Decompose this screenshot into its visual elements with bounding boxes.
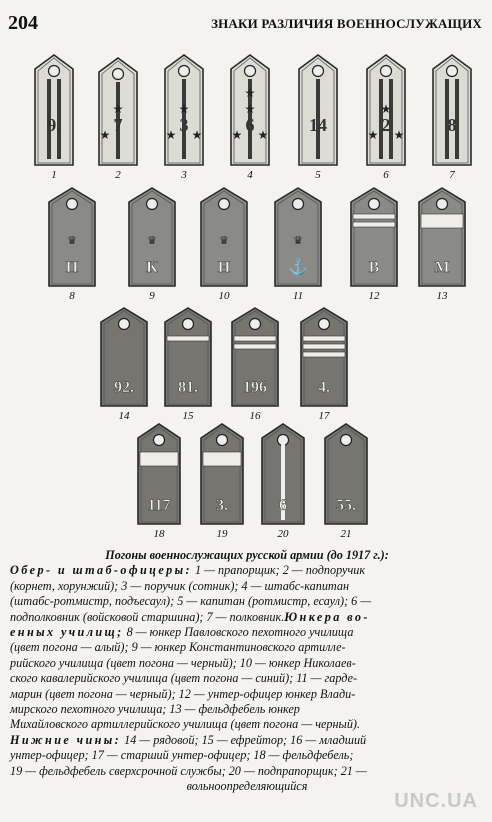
shoulder-strap-15 — [165, 308, 211, 422]
strap-number-label: 19 — [216, 528, 228, 540]
strap-cipher: 7 — [113, 115, 123, 135]
rank-bar — [203, 452, 241, 466]
caption-line — [10, 764, 484, 779]
caption-text: унтер-офицер; 17 — старший унтер-офицер; 18 — фельдфебель; — [10, 748, 354, 763]
caption-line — [10, 579, 484, 594]
button-icon — [447, 66, 458, 77]
button-icon — [293, 199, 304, 210]
star-icon: ★ — [178, 102, 190, 116]
strap-cipher: 4. — [318, 379, 330, 396]
shoulder-strap-1 — [35, 55, 73, 181]
shoulder-strap-19 — [201, 424, 243, 540]
rank-bar — [167, 336, 209, 341]
shoulder-strap-21 — [325, 424, 367, 540]
caption-section-heading: Юнкера во- — [284, 609, 370, 624]
button-icon — [437, 199, 448, 210]
shoulder-strap-9 — [129, 188, 175, 302]
button-icon — [313, 66, 324, 77]
caption-text: (штабс-ротмистр, подъесаул); 5 — капитан (ротмистр, есаул); 6 — — [10, 594, 372, 609]
shoulder-strap-17 — [301, 308, 347, 422]
caption-text: 1 — прапорщик; 2 — подпоручик — [191, 563, 366, 578]
shoulder-strap-6 — [367, 55, 405, 181]
strap-number-label: 20 — [277, 528, 289, 540]
caption-line — [10, 594, 484, 609]
caption-section-heading: енных училищ; — [10, 625, 124, 640]
strap-cipher: 117 — [147, 497, 171, 514]
star-icon: ★ — [112, 102, 124, 116]
shoulder-strap-12 — [351, 188, 397, 302]
strap-cipher: 14 — [309, 115, 327, 135]
caption-line — [10, 748, 484, 763]
rank-bar — [234, 336, 276, 341]
button-icon — [183, 319, 194, 330]
shoulder-strap-13 — [419, 188, 465, 302]
star-icon: ★ — [244, 86, 256, 100]
button-icon — [49, 66, 60, 77]
caption-text: рийского училища (цвет погона — черный); 10 — юнкер Николаев- — [10, 655, 356, 670]
star-icon: ★ — [367, 128, 379, 142]
page-number: 204 — [8, 12, 38, 34]
strap-number-label: 10 — [218, 290, 230, 302]
strap-cipher: 3. — [216, 497, 228, 514]
caption-line — [10, 625, 484, 640]
strap-cipher: М — [434, 259, 450, 276]
shoulder-strap-2 — [99, 58, 137, 181]
button-icon — [341, 435, 352, 446]
rank-bar — [353, 222, 395, 227]
button-icon — [369, 199, 380, 210]
caption-line — [10, 671, 484, 686]
shoulder-strap-14 — [101, 308, 147, 422]
strap-number-label: 18 — [153, 528, 165, 540]
shoulder-strap-8 — [49, 188, 95, 302]
strap-cipher: 6 — [279, 497, 287, 514]
strap-number-label: 2 — [115, 169, 121, 181]
crown-icon: ♛ — [293, 235, 303, 247]
rank-bar — [140, 452, 178, 466]
shoulder-strap-18 — [138, 424, 180, 540]
caption-text: Михайловского артиллерийского училища (цвет погона — черный). — [10, 717, 361, 732]
caption-text: марин (цвет погона — черный); 12 — унтер-офицер юнкер Влади- — [10, 686, 356, 701]
caption-text: подполковник (войсковой старшина); 7 — полковник. — [10, 609, 285, 624]
strap-number-label: 11 — [292, 290, 304, 302]
watermark: UNC.UA — [394, 790, 478, 812]
strap-number-label: 6 — [383, 169, 389, 181]
caption-line — [10, 702, 484, 717]
strap-number-label: 12 — [368, 290, 380, 302]
strap-cipher: 9. — [47, 115, 61, 135]
button-icon — [67, 199, 78, 210]
strap-cipher: 81. — [178, 379, 198, 396]
shoulder-strap-7 — [433, 55, 471, 181]
caption-text: 19 — фельдфебель сверхсрочной службы; 20 — подпрапорщик; 21 — — [10, 763, 367, 778]
button-icon — [154, 435, 165, 446]
strap-number-label: 15 — [182, 410, 194, 422]
strap-number-label: 9 — [149, 290, 155, 302]
figure-caption — [10, 548, 484, 795]
button-icon — [147, 199, 158, 210]
button-icon — [245, 66, 256, 77]
strap-cipher: 196 — [243, 379, 267, 396]
star-icon: ★ — [380, 102, 392, 116]
caption-text: 14 — рядовой; 15 — ефрейтор; 16 — младший — [121, 732, 367, 747]
star-icon: ★ — [231, 128, 243, 142]
strap-cipher: Н — [217, 259, 231, 276]
button-icon — [217, 435, 228, 446]
caption-text: мирского пехотного училища; 13 — фельдфебель юнкер — [10, 702, 300, 717]
caption-line — [10, 563, 484, 578]
button-icon — [219, 199, 230, 210]
button-icon — [113, 69, 124, 80]
button-icon — [119, 319, 130, 330]
crown-icon: ♛ — [219, 235, 229, 247]
star-icon: ★ — [393, 128, 405, 142]
shoulder-strap-4 — [231, 55, 269, 181]
star-icon: ★ — [244, 102, 256, 116]
strap-cipher: К — [146, 259, 158, 276]
rank-bar — [234, 344, 276, 349]
strap-number-label: 7 — [449, 169, 455, 181]
strap-cipher: ⚓ — [288, 259, 308, 276]
caption-line — [10, 733, 484, 748]
strap-number-label: 13 — [436, 290, 448, 302]
strap-number-label: 16 — [249, 410, 261, 422]
crown-icon: ♛ — [67, 235, 77, 247]
rank-bar — [303, 344, 345, 349]
strap-number-label: 3 — [181, 169, 187, 181]
strap-number-label: 4 — [247, 169, 253, 181]
shoulder-strap-5 — [299, 55, 337, 181]
strap-cipher: 3 — [179, 115, 189, 135]
caption-section-heading: Обер- и штаб-офицеры: — [10, 563, 192, 578]
strap-cipher: 55. — [336, 497, 356, 514]
rank-bar — [303, 352, 345, 357]
button-icon — [179, 66, 190, 77]
strap-number-label: 17 — [318, 410, 330, 422]
caption-body — [10, 563, 484, 779]
strap-cipher: В — [368, 259, 380, 276]
star-icon: ★ — [165, 128, 177, 142]
caption-line — [10, 610, 484, 625]
strap-number-label: 8 — [69, 290, 75, 302]
caption-line — [10, 640, 484, 655]
rank-bar — [353, 214, 395, 219]
caption-text: (цвет погона — алый); 9 — юнкер Константиновского артилле- — [10, 640, 346, 655]
caption-section-heading: Нижние чины: — [10, 732, 122, 747]
shoulder-strap-11 — [275, 188, 321, 302]
strap-cipher: П — [65, 259, 79, 276]
strap-number-label: 21 — [340, 528, 352, 540]
shoulder-strap-3 — [165, 55, 203, 181]
shoulder-strap-16 — [232, 308, 278, 422]
rank-bar — [421, 214, 463, 228]
caption-line — [10, 687, 484, 702]
caption-text: ского кавалерийского училища (цвет погона — синий); 11 — гарде- — [10, 671, 358, 686]
caption-text: (корнет, хорунжий); 3 — поручик (сотник); 4 — штабс-капитан — [10, 578, 349, 593]
button-icon — [319, 319, 330, 330]
caption-title: Погоны военнослужащих русской армии (до 1917 г.): — [105, 548, 389, 562]
running-title: ЗНАКИ РАЗЛИЧИЯ ВОЕННОСЛУЖАЩИХ — [211, 16, 482, 31]
shoulder-strap-20 — [262, 424, 304, 540]
crown-icon: ♛ — [147, 235, 157, 247]
star-icon: ★ — [191, 128, 203, 142]
strap-cipher: 8 — [447, 115, 457, 135]
strap-number-label: 1 — [51, 169, 57, 181]
button-icon — [250, 319, 261, 330]
strap-number-label: 14 — [118, 410, 130, 422]
caption-line — [10, 717, 484, 732]
button-icon — [278, 435, 289, 446]
strap-cipher: 2 — [381, 115, 391, 135]
star-icon: ★ — [257, 128, 269, 142]
caption-text: 8 — юнкер Павловского пехотного училища — [123, 625, 354, 640]
caption-last-line: вольноопределяющийся — [186, 779, 308, 794]
strap-cipher: 92. — [114, 379, 134, 396]
strap-number-label: 5 — [315, 169, 321, 181]
button-icon — [381, 66, 392, 77]
rank-bar — [303, 336, 345, 341]
strap-cipher: 6 — [245, 115, 255, 135]
shoulder-strap-10 — [201, 188, 247, 302]
caption-line — [10, 656, 484, 671]
star-icon: ★ — [99, 128, 111, 142]
